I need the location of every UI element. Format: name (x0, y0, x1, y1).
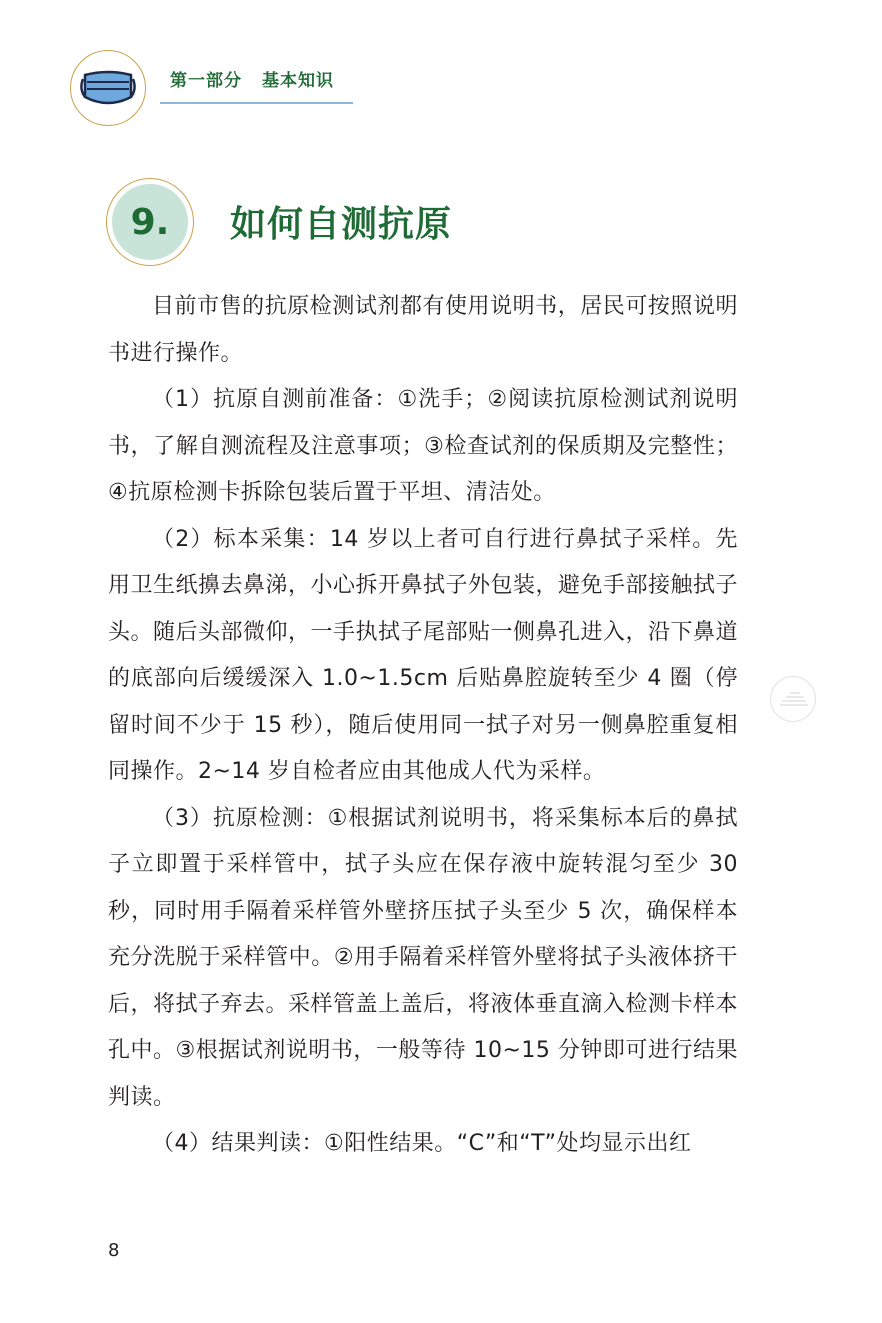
header-divider (160, 102, 353, 104)
paragraph-preparation: （1）抗原自测前准备：①洗手；②阅读抗原检测试剂说明书，了解自测流程及注意事项；③检查试剂的保质期及完整性；④抗原检测卡拆除包装后置于平坦、清洁处。 (108, 387, 738, 505)
face-mask-icon (70, 50, 146, 126)
publisher-logo-icon (770, 676, 816, 722)
body-text (108, 284, 738, 1168)
part-label: 第一部分 (170, 71, 242, 91)
paragraph-testing: （3）抗原检测：①根据试剂说明书，将采集标本后的鼻拭子立即置于采样管中，拭子头应在保存液中旋转混匀至少 30 秒，同时用手隔着采样管外壁挤压拭子头至少 5 次，确保样本充分洗脱于采样管中。②用手隔着采样管外壁将拭子头液体挤干后，将拭子弃去。采样管盖上盖后，将液体垂直滴入检测卡样本孔中。③根据试剂说明书，一般等待 10~15 分钟即可进行结果判读。 (108, 805, 739, 1110)
chapter-number: 9. (112, 184, 188, 260)
paragraph-intro: 目前市售的抗原检测试剂都有使用说明书，居民可按照说明书进行操作。 (108, 294, 738, 366)
chapter-number-badge (106, 178, 194, 266)
section-label: 基本知识 (262, 71, 334, 91)
paragraph-sampling: （2）标本采集：14 岁以上者可自行进行鼻拭子采样。先用卫生纸擤去鼻涕，小心拆开鼻拭子外包装，避免手部接触拭子头。随后头部微仰，一手执拭子尾部贴一侧鼻孔进入，沿下鼻道的底部向后缓缓深入 1.0~1.5cm 后贴鼻腔旋转至少 4 圈（停留时间不少于 15 秒），随后使用同一拭子对另一侧鼻腔重复相同操作。2~14 岁自检者应由其他成人代为采样。 (108, 526, 739, 784)
page-number: 8 (108, 1240, 120, 1261)
section-header (170, 66, 334, 91)
chapter-title: 如何自测抗原 (230, 204, 453, 245)
paragraph-result: （4）结果判读：①阳性结果。“C”和“T”处均显示出红 (152, 1131, 692, 1156)
